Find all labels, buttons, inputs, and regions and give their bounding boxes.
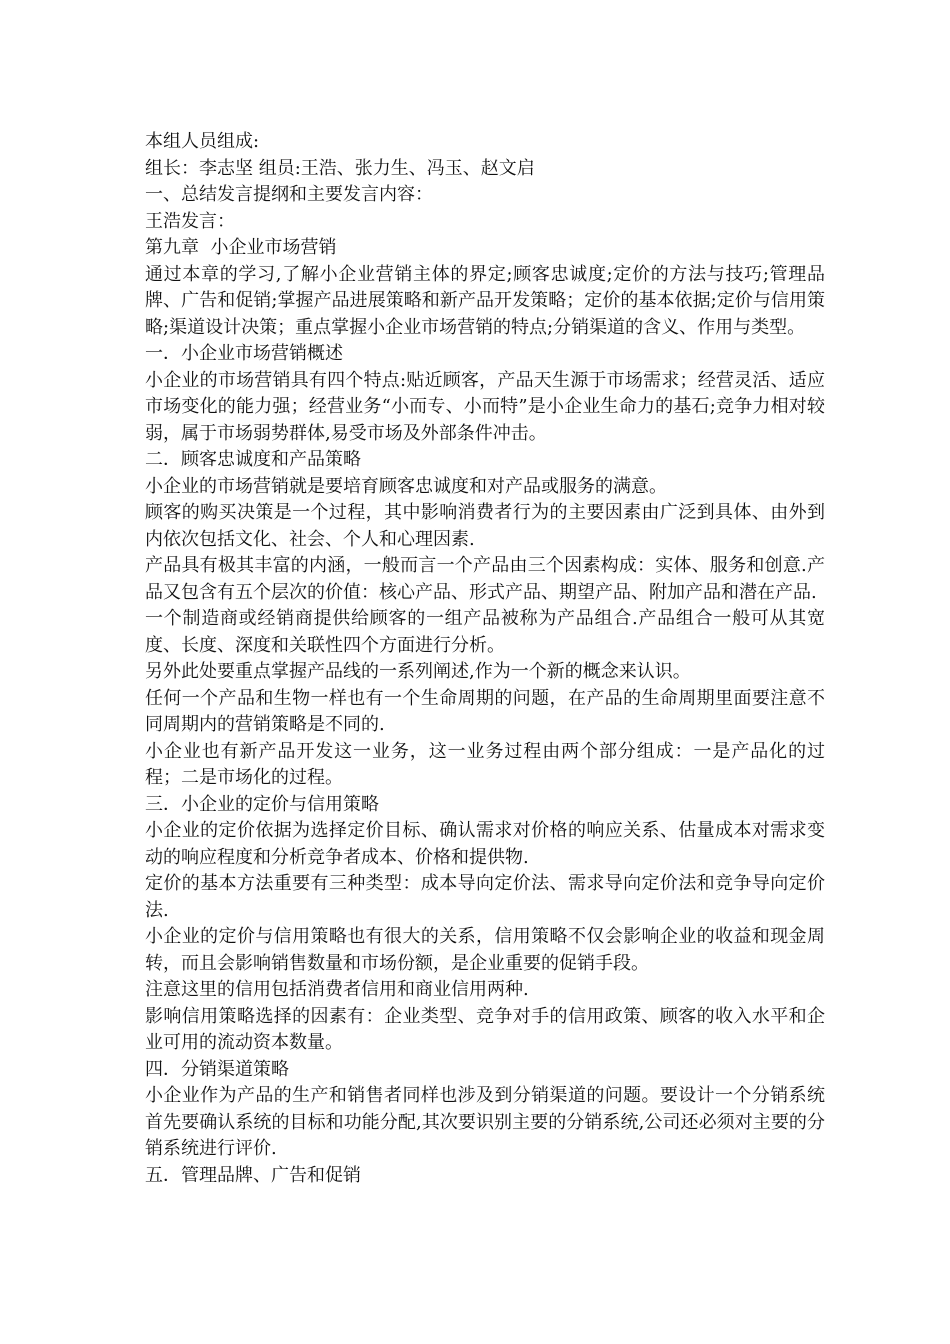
section-2-paragraph-4: 一个制造商或经销商提供给顾客的一组产品被称为产品组合.产品组合一般可从其宽度、长度、深度和关联性四个方面进行分析。 [145, 608, 825, 656]
intro-paragraph: 通过本章的学习,了解小企业营销主体的界定;顾客忠诚度;定价的方法与技巧;管理品牌、广告和促销;掌握产品进展策略和新产品开发策略；定价的基本依据;定价与信用策略;渠道设计决策；重点掌握小企业市场营销的特点;分销渠道的含义、作用与类型。 [145, 263, 825, 338]
section-3-paragraph-2: 定价的基本方法重要有三种类型：成本导向定价法、需求导向定价法和竞争导向定价法. [145, 873, 825, 921]
outline-title: 一、总结发言提纲和主要发言内容： [145, 184, 433, 205]
members-line: 组长：李志坚 组员:王浩、张力生、冯玉、赵文启 [145, 157, 535, 179]
section-2-paragraph-5: 另外此处要重点掌握产品线的一系列阐述,作为一个新的概念来认识。 [145, 661, 691, 682]
section-4-paragraph-1: 小企业作为产品的生产和销售者同样也涉及到分销渠道的问题。要设计一个分销系统首先要确认系统的目标和功能分配,其次要识别主要的分销系统,公司还必须对主要的分销系统进行评价. [145, 1085, 825, 1159]
section-1-paragraph-1: 小企业的市场营销具有四个特点:贴近顾客，产品天生源于市场需求；经营灵活、适应市场变化的能力强；经营业务“小而专、小而特”是小企业生命力的基石;竞争力相对较弱，属于市场弱势群体,易受市场及外部条件冲击。 [145, 369, 825, 444]
section-2-paragraph-7: 小企业也有新产品开发这一业务，这一业务过程由两个部分组成：一是产品化的过程；二是市场化的过程。 [145, 740, 825, 788]
members-title: 本组人员组成: [145, 131, 260, 152]
section-2-paragraph-2: 顾客的购买决策是一个过程，其中影响消费者行为的主要因素由广泛到具体、由外到内依次包括文化、社会、个人和心理因素. [145, 502, 825, 550]
section-2-paragraph-1: 小企业的市场营销就是要培育顾客忠诚度和对产品或服务的满意。 [145, 475, 667, 497]
section-3-heading: 三．小企业的定价与信用策略 [145, 793, 379, 815]
speaker-label: 王浩发言： [145, 210, 235, 232]
chapter-title: 第九章 小企业市场营销 [145, 237, 337, 258]
section-3-paragraph-4: 注意这里的信用包括消费者信用和商业信用两种. [145, 979, 529, 1000]
section-3-paragraph-3: 小企业的定价与信用策略也有很大的关系，信用策略不仅会影响企业的收益和现金周转，而且会影响销售数量和市场份额，是企业重要的促销手段。 [145, 926, 825, 974]
section-2-paragraph-6: 任何一个产品和生物一样也有一个生命周期的问题，在产品的生命周期里面要注意不同周期内的营销策略是不同的. [145, 687, 825, 735]
section-1-heading: 一．小企业市场营销概述 [145, 343, 343, 364]
section-2-heading: 二．顾客忠诚度和产品策略 [145, 449, 361, 470]
section-4-heading: 四．分销渠道策略 [145, 1058, 289, 1080]
section-5-heading: 五．管理品牌、广告和促销 [145, 1164, 361, 1186]
section-3-paragraph-1: 小企业的定价依据为选择定价目标、确认需求对价格的响应关系、估量成本对需求变动的响应程度和分析竞争者成本、价格和提供物. [145, 820, 825, 868]
section-3-paragraph-5: 影响信用策略选择的因素有：企业类型、竞争对手的信用政策、顾客的收入水平和企业可用的流动资本数量。 [145, 1005, 825, 1053]
document-page [145, 129, 825, 1189]
section-2-paragraph-3: 产品具有极其丰富的内涵，一般而言一个产品由三个因素构成：实体、服务和创意.产品又包含有五个层次的价值：核心产品、形式产品、期望产品、附加产品和潜在产品. [145, 555, 825, 603]
